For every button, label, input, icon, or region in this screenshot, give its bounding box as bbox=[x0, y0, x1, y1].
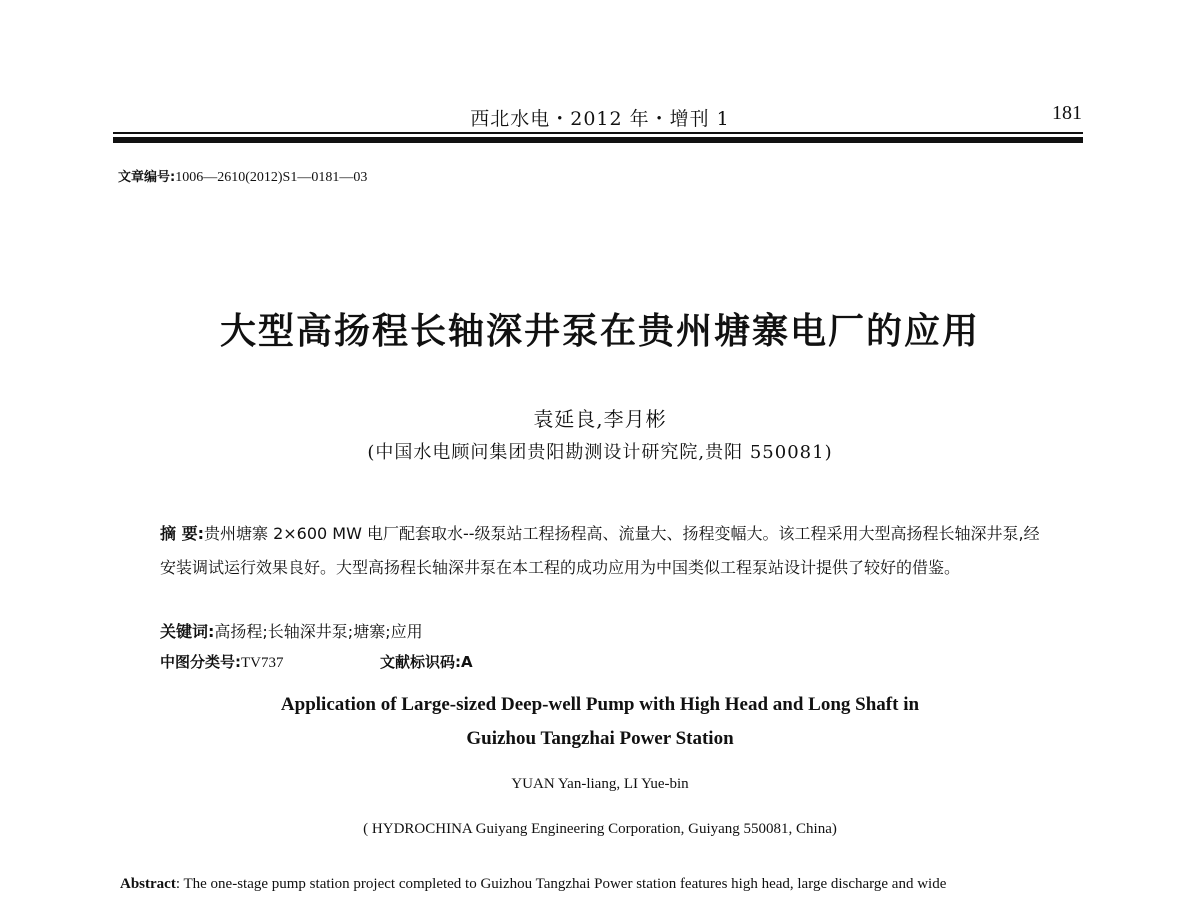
english-authors: YUAN Yan-liang, LI Yue-bin bbox=[511, 776, 689, 792]
english-affiliation: ( HYDROCHINA Guiyang Engineering Corporation, Guiyang 550081, China) bbox=[363, 821, 837, 837]
chinese-affiliation: (中国水电顾问集团贵阳勘测设计研究院,贵阳 550081) bbox=[367, 442, 833, 463]
chinese-authors: 袁延良,李月彬 bbox=[533, 407, 667, 431]
chinese-abstract bbox=[160, 517, 1055, 585]
classification-label: 中图分类号: bbox=[160, 653, 241, 671]
chinese-keywords bbox=[160, 619, 423, 642]
header-rule-thin bbox=[113, 132, 1083, 134]
running-header: 西北水电・2012 年・增刊 1 bbox=[470, 108, 730, 130]
document-code bbox=[380, 651, 473, 672]
english-title-line-2: Guizhou Tangzhai Power Station bbox=[466, 728, 734, 749]
classification-value: TV737 bbox=[241, 655, 284, 671]
english-abstract-text: : The one-stage pump station project completed to Guizhou Tangzhai Power station features high head, large discharge and wide bbox=[175, 876, 947, 892]
keywords-text: 高扬程;长轴深井泵;塘寨;应用 bbox=[214, 622, 423, 641]
english-title-line-1: Application of Large-sized Deep-well Pump with High Head and Long Shaft in bbox=[280, 694, 920, 715]
chinese-title: 大型高扬程长轴深井泵在贵州塘寨电厂的应用 bbox=[219, 311, 980, 352]
chinese-abstract-label: 摘 要: bbox=[160, 524, 204, 543]
english-abstract bbox=[120, 869, 1085, 899]
chinese-abstract-text: 贵州塘寨 2×600 MW 电厂配套取水--级泵站工程扬程高、流量大、扬程变幅大。该工程采用大型高扬程长轴深井泵,经安装调试运行效果良好。大型高扬程长轴深井泵在本工程的成功应用为中国类似工程泵站设计提供了较好的借鉴。 bbox=[160, 524, 1040, 577]
article-number-label: 文章编号: bbox=[118, 170, 176, 185]
page-number: 181 bbox=[1052, 102, 1082, 124]
article-number-value: 1006—2610(2012)S1—0181—03 bbox=[175, 170, 368, 185]
header-rule-thick bbox=[113, 137, 1083, 143]
keywords-label: 关键词: bbox=[160, 622, 215, 641]
doc-code-label: 文献标识码: bbox=[380, 653, 461, 671]
english-title bbox=[0, 688, 1200, 756]
article-number bbox=[118, 166, 367, 186]
doc-code-value: A bbox=[461, 653, 473, 671]
classification-number bbox=[160, 651, 284, 672]
english-abstract-label: Abstract bbox=[120, 876, 176, 892]
